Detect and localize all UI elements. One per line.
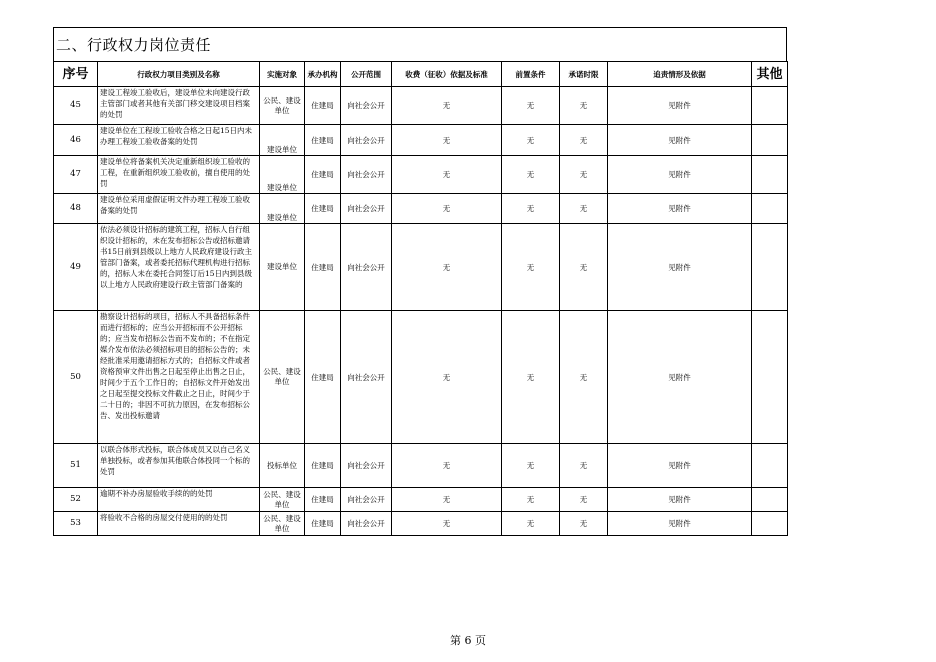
table-row [54, 125, 788, 156]
cell-name [98, 87, 260, 125]
table-row [54, 194, 788, 224]
header-precondition: 前置条件 [502, 62, 560, 87]
cell-subject: 建设单位 [260, 224, 305, 311]
cell-deadline: 无 [560, 125, 608, 156]
cell-precondition: 无 [502, 311, 560, 444]
cell-deadline: 无 [560, 87, 608, 125]
cell-accountability: 见附件 [608, 194, 752, 224]
header-fee: 收费（征收）依据及标准 [392, 62, 502, 87]
cell-other [752, 224, 788, 311]
cell-precondition: 无 [502, 512, 560, 536]
cell-accountability: 见附件 [608, 311, 752, 444]
header-accountability: 追责情形及依据 [608, 62, 752, 87]
item-name: 勘察设计招标的项目，招标人不具备招标条件而进行招标的；应当公开招标而不公开招标的；应当发布招标公告而不发布的；不在指定媒介发布依法必须招标项目的招标公告的；未经批准采用邀请招标方式的；自招标文件或者资格预审文件出售之日起至停止出售之日止，时间少于五个工作日的；自招标文件开始发出之日起至提交投标文件截止之日止，时间少于二十日的；非因不可抗力原因，在发布招标公告、发出投标邀请 [100, 312, 250, 420]
cell-scope: 向社会公开 [341, 224, 392, 311]
table-row [54, 156, 788, 194]
cell-fee: 无 [392, 488, 502, 512]
section-title: 二、行政权力岗位责任 [56, 36, 212, 54]
cell-fee: 无 [392, 224, 502, 311]
cell-accountability: 见附件 [608, 444, 752, 488]
cell-fee: 无 [392, 87, 502, 125]
cell-agency: 住建局 [305, 87, 341, 125]
cell-seq: 45 [54, 87, 98, 125]
cell-agency: 住建局 [305, 488, 341, 512]
cell-precondition: 无 [502, 224, 560, 311]
cell-subject: 建设单位 [260, 156, 305, 194]
cell-fee: 无 [392, 311, 502, 444]
cell-accountability: 见附件 [608, 125, 752, 156]
cell-subject: 投标单位 [260, 444, 305, 488]
cell-seq: 50 [54, 311, 98, 444]
cell-seq: 47 [54, 156, 98, 194]
cell-subject: 公民、建设单位 [260, 512, 305, 536]
cell-subject: 公民、建设单位 [260, 311, 305, 444]
cell-accountability: 见附件 [608, 224, 752, 311]
cell-other [752, 512, 788, 536]
header-other: 其他 [752, 62, 788, 87]
cell-agency: 住建局 [305, 224, 341, 311]
cell-agency: 住建局 [305, 512, 341, 536]
item-name: 依法必须设计招标的建筑工程，招标人自行组织设计招标的，未在发布招标公告或招标邀请书15日前到县级以上地方人民政府建设行政主管部门备案，或者委托招标代理机构进行招标的，招标人未在委托合同签订后15日内到县级以上地方人民政府建设行政主管部门备案的 [100, 225, 253, 289]
cell-other [752, 488, 788, 512]
cell-subject: 公民、建设单位 [260, 488, 305, 512]
item-name: 建设单位在工程竣工验收合格之日起15日内未办理工程竣工验收备案的处罚 [100, 126, 253, 146]
cell-fee: 无 [392, 444, 502, 488]
item-name: 建设单位将备案机关决定重新组织竣工验收的工程，在重新组织竣工验收前，擅自使用的处罚 [100, 157, 250, 188]
cell-seq: 48 [54, 194, 98, 224]
item-name: 建设单位采用虚假证明文件办理工程竣工验收备案的处罚 [100, 195, 250, 215]
cell-other [752, 194, 788, 224]
cell-name [98, 224, 260, 311]
cell-name [98, 194, 260, 224]
cell-name [98, 444, 260, 488]
cell-other [752, 311, 788, 444]
cell-subject: 建设单位 [260, 125, 305, 156]
cell-seq: 52 [54, 488, 98, 512]
cell-accountability: 见附件 [608, 87, 752, 125]
cell-deadline: 无 [560, 224, 608, 311]
header-scope: 公开范围 [341, 62, 392, 87]
cell-scope: 向社会公开 [341, 311, 392, 444]
cell-seq: 51 [54, 444, 98, 488]
cell-other [752, 125, 788, 156]
item-name: 建设工程竣工验收后，建设单位未向建设行政主管部门或者其他有关部门移交建设项目档案的处罚 [100, 88, 250, 119]
table-row [54, 224, 788, 311]
cell-accountability: 见附件 [608, 156, 752, 194]
header-seq: 序号 [54, 62, 98, 87]
cell-other [752, 444, 788, 488]
cell-deadline: 无 [560, 194, 608, 224]
cell-precondition: 无 [502, 444, 560, 488]
cell-scope: 向社会公开 [341, 444, 392, 488]
cell-name [98, 311, 260, 444]
cell-subject: 公民、建设单位 [260, 87, 305, 125]
cell-precondition: 无 [502, 87, 560, 125]
sheet [53, 27, 787, 536]
cell-precondition: 无 [502, 125, 560, 156]
cell-scope: 向社会公开 [341, 488, 392, 512]
cell-agency: 住建局 [305, 125, 341, 156]
cell-scope: 向社会公开 [341, 87, 392, 125]
cell-deadline: 无 [560, 311, 608, 444]
item-name: 逾期不补办房屋验收手续的的处罚 [100, 489, 213, 498]
cell-name [98, 488, 260, 512]
cell-seq: 46 [54, 125, 98, 156]
cell-deadline: 无 [560, 444, 608, 488]
cell-accountability: 见附件 [608, 488, 752, 512]
cell-deadline: 无 [560, 488, 608, 512]
header-agency: 承办机构 [305, 62, 341, 87]
cell-other [752, 156, 788, 194]
item-name: 将验收不合格的房屋交付使用的的处罚 [100, 513, 228, 522]
cell-scope: 向社会公开 [341, 194, 392, 224]
cell-fee: 无 [392, 194, 502, 224]
cell-fee: 无 [392, 156, 502, 194]
cell-fee: 无 [392, 125, 502, 156]
cell-other [752, 87, 788, 125]
cell-agency: 住建局 [305, 156, 341, 194]
table-row [54, 311, 788, 444]
section-title-row [53, 27, 787, 61]
cell-agency: 住建局 [305, 444, 341, 488]
cell-scope: 向社会公开 [341, 125, 392, 156]
cell-name [98, 125, 260, 156]
cell-precondition: 无 [502, 488, 560, 512]
item-name: 以联合体形式投标，联合体成员又以自己名义单独投标，或者参加其他联合体投同一个标的处罚 [100, 445, 250, 476]
cell-accountability: 见附件 [608, 512, 752, 536]
cell-fee: 无 [392, 512, 502, 536]
header-name: 行政权力项目类别及名称 [98, 62, 260, 87]
cell-agency: 住建局 [305, 311, 341, 444]
cell-deadline: 无 [560, 512, 608, 536]
cell-scope: 向社会公开 [341, 512, 392, 536]
duty-table [53, 61, 788, 536]
table-row [54, 512, 788, 536]
table-row [54, 488, 788, 512]
table-row [54, 87, 788, 125]
cell-seq: 49 [54, 224, 98, 311]
cell-precondition: 无 [502, 194, 560, 224]
header-row [54, 62, 788, 87]
cell-seq: 53 [54, 512, 98, 536]
page-number: 第 6 页 [450, 634, 486, 647]
table-row [54, 444, 788, 488]
cell-deadline: 无 [560, 156, 608, 194]
cell-name [98, 156, 260, 194]
cell-name [98, 512, 260, 536]
cell-agency: 住建局 [305, 194, 341, 224]
cell-precondition: 无 [502, 156, 560, 194]
header-deadline: 承诺时限 [560, 62, 608, 87]
header-subject: 实施对象 [260, 62, 305, 87]
cell-subject: 建设单位 [260, 194, 305, 224]
cell-scope: 向社会公开 [341, 156, 392, 194]
